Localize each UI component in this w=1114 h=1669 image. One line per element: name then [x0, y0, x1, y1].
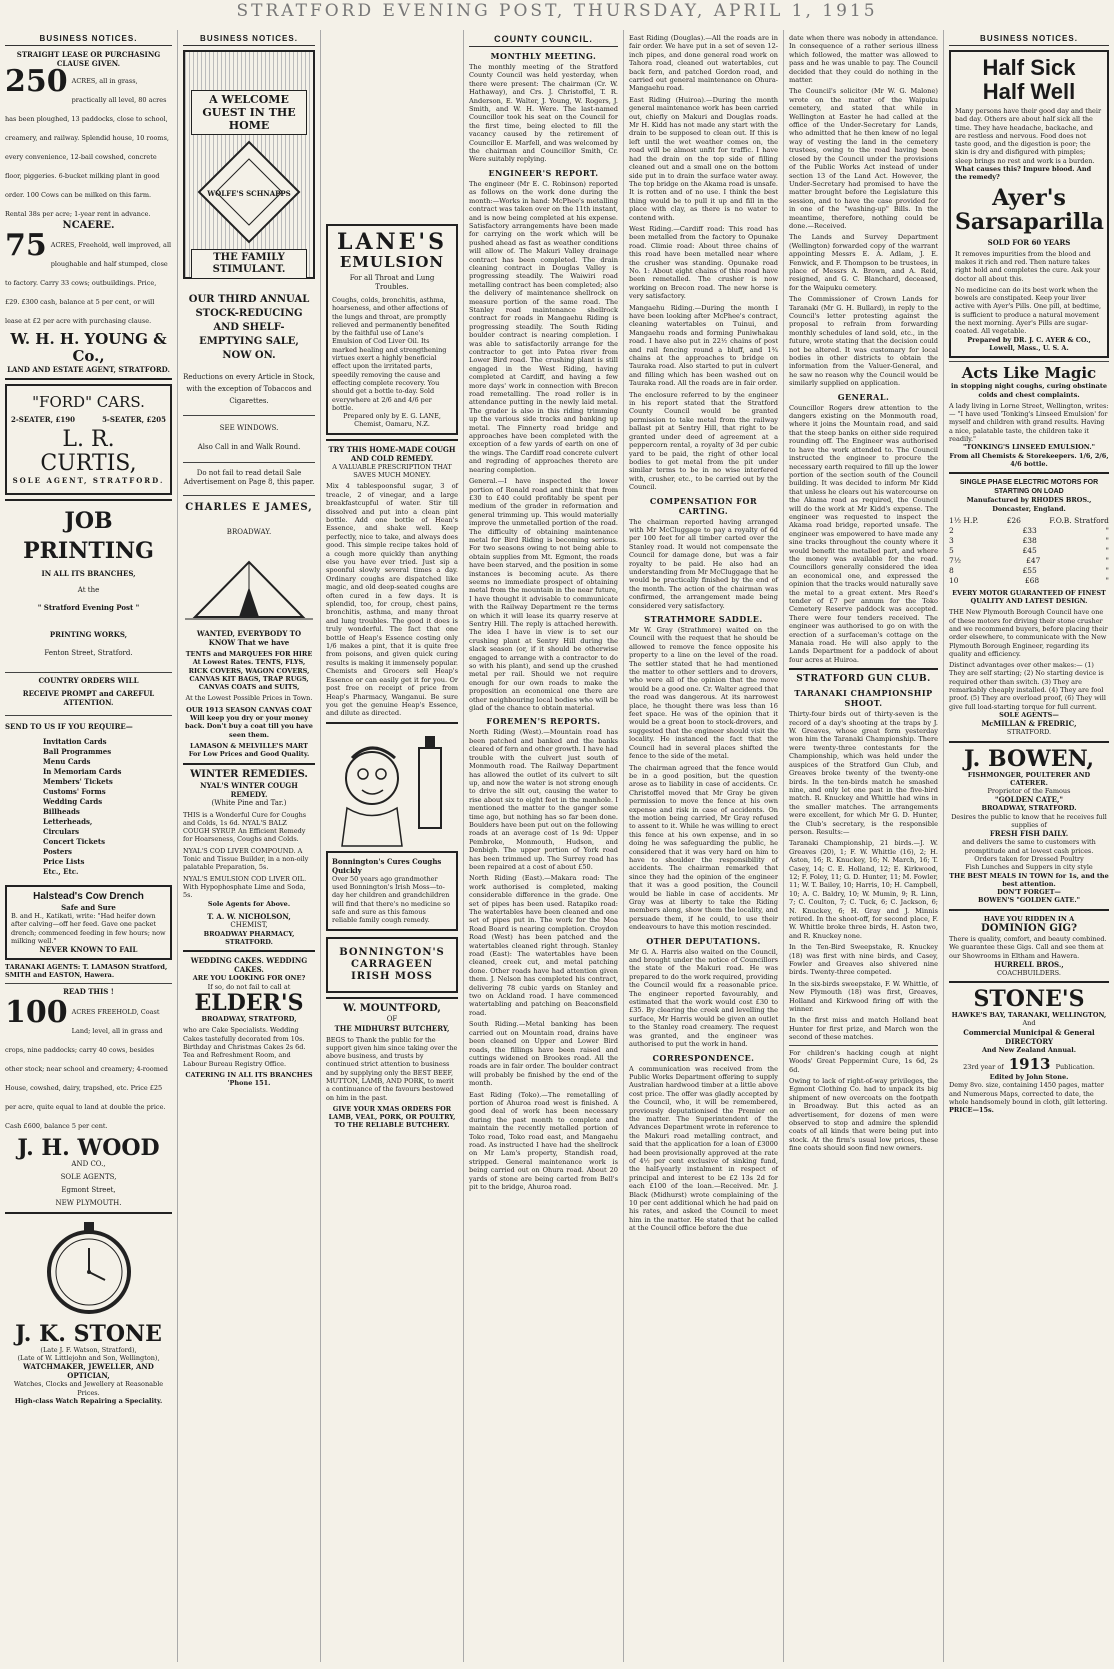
article-paragraph: South Riding.—Metal banking has been carried out on Mountain road, drains have been cleaned on Upper and Lower Bird roads, the fillings have been raised and cuttings widened on Brookes road. All the roads are in fair order. The boulder contract will probably be finished by the end of the month.	[469, 1020, 618, 1088]
country-orders: COUNTRY ORDERS WILL	[38, 676, 139, 685]
motor-text: THE New Plymouth Borough Council have one of these motors for driving their stone crusher and we recommend buyers, before placing their order elsewhere, to communicate with the New Plymouth Borough Engineer, regarding its quality and efficiency.	[949, 608, 1108, 658]
elder-addr: BROADWAY, STRATFORD,	[201, 1015, 297, 1024]
stone-name: J. K. STONE	[15, 1320, 162, 1347]
try-heading: TRY THIS HOME-MADE COUGH AND COLD REMEDY.	[328, 444, 456, 463]
stone-late: (Late J. F. Watson, Stratford),	[40, 1345, 137, 1354]
article-subheading: GENERAL.	[837, 391, 890, 402]
wolfe-bottom: THE FAMILY STIMULANT.	[191, 249, 307, 279]
bonnington-man-illustration	[327, 728, 457, 848]
list-item: Customs' Forms	[43, 787, 106, 796]
job-street: Fenton Street, Stratford.	[44, 649, 133, 657]
table-row: 10 £68 "	[949, 575, 1109, 585]
article-paragraph: A communication was received from the Public Works Department offering to supply Australian hardwood timber at a little above cost price. The offer was gladly accepted by the Council, who, it will be remembered, previously deputationised the Premier on the matter. The Superintendent of the Advances Department wrote in reference to the Makuri road metalling contract, and said that the application for a loan of £3000 had been provisionally approved at the rate of 4½ per cent exclusive of sinking fund, the half-yearly instalment in respect of principal and interest to be £2 13s 2d for each £100 of the loan.—Received. Mr. J. Black (Midhurst) wrote complaining of the 10 per cent additional which he had paid on his rates, and asked the Council to meet him in the matter. He stated that he called at the Council office before the due	[629, 1064, 778, 1233]
tents-heading: WANTED, EVERYBODY TO KNOW That we have	[196, 629, 302, 647]
motor-maker: Manufactured by RHODES BROS., Doncaster, England.	[966, 496, 1092, 513]
printing-list	[5, 737, 172, 877]
elder-catering: CATERING IN ALL ITS BRANCHES 'Phone 151.	[185, 1070, 313, 1088]
column-3	[321, 30, 464, 1662]
ayer-prep: Prepared by DR. J. C. AYER & CO., Lowell, Mass., U. S. A.	[967, 335, 1091, 352]
article-paragraph: West Riding.—Cardiff road: This road has been metalled from the factory to Opunake road. Climie road: About three chains of this road have been metalled near where the crusher was standing. Opunake road No. 1: About eight chains of this road have been remetalled. The crusher is now working on Brecon road. The new horse is very satisfactory.	[629, 224, 778, 301]
ford-title: "FORD" CARS.	[32, 393, 145, 411]
column-7	[944, 30, 1114, 1662]
tents-low: At the Lowest Possible Prices in Town.	[185, 694, 313, 703]
column-1	[0, 30, 178, 1662]
table-row: 2 £33 "	[949, 525, 1109, 535]
mountford-of: OF	[386, 1014, 398, 1023]
lease-number: 250	[5, 68, 68, 99]
stone-text: Demy 8vo. size, containing 1450 pages, matter and Numerous Maps, corrected to date, the whole handsomely bound in cloth, gilt lettering.	[949, 1081, 1108, 1106]
gig-text: There is quality, comfort, and beauty combined. We guarantee these Gigs. Call and see them at our Showrooms in Eltham and Hawera.	[949, 935, 1107, 960]
wolfe-brand: WOLFE'S SCHNAPPS	[207, 189, 291, 198]
bonnington-ad	[326, 851, 458, 931]
motor-sole: SOLE AGENTS—	[999, 710, 1059, 719]
article-paragraph: Councillor Rogers drew attention to the dangers existing on the Monmouth road, where it joins the Mountain road, and said that the steep banks on either side required rounding off. The Engineer was authorised to have the work attended to. The Council instructed the engineer to procure the necessary earth required to fill up the lower portion of the section south of the Council building. It was decided to inform Mr Kidd that unless he clears out his watercourse on the Akama road as required, the Council will do the work at Mr Kidd's expense. The engineer was requested to inspect the Akama road bridge, reported unsafe. The engineer was empowered to have made any sine tracks throughout the county where it would benefit the metalled part, and where the money was available for the road. Councillors generally considered the idea an economical one, and expressed the opinion that the tracks would naturally save the metal to a great extent. Mrs Reed's tender of £7 per annum for the Toko Cemetery Reserve paddock was accepted. There were four tenders received. The engineer was authorised to go on with the erection of a surfaceman's cottage on the Manaia road. He will also apply to the Lands Department for a paddock of about four acres at Huiroa.	[789, 403, 938, 664]
lanes-prep: Prepared only by E. G. LANE, Chemist, Oamaru, N.Z.	[343, 412, 441, 429]
wood-name: J. H. WOOD	[17, 1134, 160, 1161]
bowen-name: J. BOWEN,	[963, 745, 1095, 772]
lanes-ad	[326, 224, 458, 435]
article-paragraph: North Riding (West).—Mountain road has been patched and banked and the banks cleared of fern and other growth. I have had trouble with the culvert just south of Monmouth road. The Railway Department has allowed the outlet of its culvert to silt up, and now the water is not strong enough to drive the silt out, causing the water to rise about six to eight feet in the manhole. I mentioned the matter to the ganger some time ago, but nothing has so far been done. Boulders have been put out on the following roads at an average cost of 1s 9d: Upper Pembroke, Monmouth, Hudson, and Denbigh. The upper portion of York road has been trimmed up. The Surrey road has been repaired at a cost of about £50.	[469, 728, 618, 871]
nicholson-pharmacy: BROADWAY PHARMACY, STRATFORD.	[203, 929, 295, 947]
article-paragraph: In the Ten-Bird Sweepstake, R. Knuckey (18) was first with nine birds, and Casey, Fowler and Greaves also shivered nine birds. Twenty-three competed.	[789, 943, 938, 977]
list-item: Billheads	[43, 807, 80, 816]
hurrell-trade: COACHBUILDERS.	[997, 968, 1061, 977]
bowen-meals: THE BEST MEALS IN TOWN for 1s, and the best attention.	[949, 871, 1109, 888]
winter-pine: (White Pine and Tar.)	[211, 798, 287, 807]
article-paragraph: The enclosure referred to by the engineer in his report stated that the Stratford County Council would be granted permission to take metal from the railway ballast pit at Sentry Hill, that right to be granted under deed of agreement at a peppercorn rental, a royalty of 3d per cubic yard to be paid, the right of other local bodies to get metal from the pit under similar terms to be in no wise interfered with, crusher, etc., to be carried out by the Council.	[629, 390, 778, 492]
ayer-title-1: Half Sick	[982, 55, 1076, 80]
drench-fail: NEVER KNOWN TO FAIL	[39, 945, 138, 955]
article-paragraph: General.—I have inspected the lower portion of Ronald road and think that from £30 to £40 could profitably be spent per medium of the grader in reformation and general trimming up. This would materially improve the unmetalled portion of the road. The difficulty of obtaining maintenance metal for Bird Riding is becoming serious. For two seasons owing to not being able to obtain supplies from Mt. Egmont, the roads have been starved, and the position in some instances is becoming acute. As there seems no immediate prospect of obtaining metal from the mountain in the near future, I have thought it advisable to communicate with the Railway Department re the terms on which it will lease its quarry reserve at Sentry Hill. The reply is attached herewith. The idea I have in view is to set our crushing plant at Sentry Hill during the slack season (or, if it should be otherwise engaged to arrange with a contractor to do so with his plant), and send up the crushed metal per rail. Should we not require enough for our own roads to make the proposition an economical one there are other neighbouring local bodies who will be glad of the chance to obtain material.	[469, 477, 618, 713]
article-paragraph: Taranaki Championship, 21 birds.—J. W. Greaves (20), 1; F. W. Whittle (16), 2; H. Aston, 16; R. Knuckey, 16; N. March, 16; T. Casey, 14; C. E. Holland, 12; E. Kirkwood, 12; F. Foley, 11; G. D. Hunter, 11; M. Fowler, 11; W. T. Bailey, 10; Harris, 10; H. Campbell, 10; A. C. Baldry, 10; W. Mumin, 9; R. Linn, 7; C. Coulton, 7; C. Tuck, 6; C. Jackson, 6; N. Knuckey, 6; H. Gray and J. Minnis retired. In the shoot-off, for second place, F. W. Whittle broke three birds, H. Aston two, and R. Knuckey none.	[789, 839, 938, 940]
article-subheading: ENGINEER'S REPORT.	[488, 167, 599, 178]
magic-text: A lady living in Lorne Street, Wellington, writes:— "I have used 'Tonking's Linseed Emulsion' for myself and children with grand results. Having a nice, palatable taste, the children take it readily."	[949, 401, 1109, 444]
article-paragraph: The Commissioner of Crown Lands for Taranaki (Mr G. H. Bullard), in reply to the Council's letter protesting against the proposal to refrain from forwarding monthly schedules of land sold, etc., in the future, wrote stating that the decision could not be altered. It was customary for local bodies in other districts to obtain the information from the Valuer-General, and he saw no reason why the Council would be similarly supplied on application.	[789, 295, 938, 388]
article-paragraph: East Riding (Toko).—The remetalling of portion of Ahuroa road west is finished. A good deal of work has been necessary during the past month to complete and maintain the recently metalled portion of Toko road, Toko road east, and Mangaehu road. As instructed I have had the shellrock on Mr Lam's property, Standish road, stripped. General maintenance work is being carried out on Ohura road. About 20 yards of stone are being carted from Bell's pit to the bridge, Ahuroa road.	[469, 1090, 618, 1191]
magic-price: From all Chemists & Storekeepers. 1/6, 2/6, 4/6 bottle.	[949, 451, 1109, 468]
drench-text: B. and H., Katikati, write: "Had heifer down after calving—off her feed. Gave one packet drench; commenced feeding in few hours; now milking well."	[11, 912, 166, 945]
list-item: Posters	[43, 847, 73, 856]
bonnington-heading: Bonnington's Cures Coughs Quickly	[332, 856, 442, 875]
lanes-text: Coughs, colds, bronchitis, asthma, hoarseness, and other affections of the lungs and throat, are promptly relieved and permanently benefited by the faithful use of Lane's Emulsion of Cod Liver Oil. Its marked healing and strengthening virtues exert a highly beneficial effect upon the irritated parts, speedily removing the cause and effecting complete recovery. You should get a bottle to-day. Sold everywhere at 2/6 and 4/6 per bottle.	[332, 296, 450, 412]
sale-heading: OUR THIRD ANNUAL STOCK-REDUCING AND SHELF-EMPTYING SALE, NOW ON.	[188, 294, 310, 361]
list-item: In Memoriam Cards	[43, 767, 122, 776]
stone-place: HAWKE'S BAY, TARANAKI, WELLINGTON,	[951, 1011, 1107, 1020]
masthead: STRATFORD EVENING POST, THURSDAY, APRIL 1, 1915	[236, 1, 878, 21]
bowen-prop: Proprietor of the Famous	[987, 787, 1071, 796]
article-subheading: MONTHLY MEETING.	[490, 51, 597, 61]
lanes-emulsion: EMULSION	[339, 253, 445, 271]
article-paragraph: The Lands and Survey Department (Wellington) forwarded copy of the warrant appointing Messrs E. A. Adlam, J. E. Fenwick, and F. Thompson to be trustees, in place of Messrs A. Brown, and A. Reid, resigned, and G. C. Blanchard, deceased, for the Waipuku cemetery.	[789, 233, 938, 292]
gun-club-heading: STRATFORD GUN CLUB.	[796, 674, 931, 685]
acres-number: 100	[5, 998, 68, 1030]
bowen-gate: BOWEN'S "GOLDEN GATE."	[977, 896, 1081, 905]
gig-heading: HAVE YOU RIDDEN IN A	[983, 914, 1075, 923]
article-paragraph: For children's hacking cough at night Woods' Great Peppermint Cure, 1s 6d, 2s 6d.	[789, 1048, 938, 1074]
section-heading: BUSINESS NOTICES.	[183, 34, 315, 46]
list-item: Concert Tickets	[43, 837, 106, 846]
acres-ad	[5, 999, 172, 1132]
ford-sub: SOLE AGENT, STRATFORD.	[12, 476, 165, 485]
column-5	[624, 30, 784, 1662]
send-heading: SEND TO US IF YOU REQUIRE—	[5, 722, 133, 731]
article-subheading: STRATHMORE SADDLE.	[644, 614, 763, 624]
stone-pub: Publication.	[1055, 1063, 1095, 1072]
drench-title: Halstead's Cow Drench	[33, 891, 144, 902]
job-works: PRINTING WORKS,	[49, 630, 128, 639]
article-paragraph: The chairman reported having arranged with Mr McCluggage to pay a royalty of 6d per 100 feet for all timber carted over the Stanley road. It would not compensate the Council for damage done, but was a fair royalty to be paid. He also had an understanding from Mr McCluggage that he would be practically finished by the end of the month. The action of the chairman was confirmed, the arrangement made being considered very satisfactory.	[629, 517, 778, 610]
ayer-note: No medicine can do its best work when the bowels are constipated. Keep your liver active with Ayer's Pills. One pill, at bedtime, is sufficient to produce a natural movement the next morning. Ayer's Pills are sugar-coated. All vegetable.	[955, 285, 1102, 336]
ford-name: L. R. CURTIS,	[40, 427, 137, 476]
mcmillan-town: STRATFORD.	[1006, 728, 1052, 737]
young-name: W. H. H. YOUNG & Co.,	[10, 330, 167, 365]
drench-sub: Safe and Sure	[61, 903, 116, 912]
stone-price: PRICE—15s.	[949, 1106, 994, 1115]
bowen-forget: DON'T FORGET—	[997, 888, 1061, 897]
lamason-mart: LAMASON & MELVILLE'S MART For Low Prices and Good Quality.	[188, 741, 310, 759]
bowen-text2: and delivers the same to customers with promptitude and at lowest cash prices.	[962, 838, 1096, 855]
list-item: Menu Cards	[43, 757, 91, 766]
article-paragraph: The chairman agreed that the fence would be in a good position, but the question arose as to liability in case of accidents. Cr. Christoffel moved that Mr Gray be given permission to move the fence at his own expense and risk in case of accidents. On the motion being carried, Mr Gray refused to assent to it. While he was willing to erect this fence at his own expense, and in so doing he was safeguarding the public, he considered that it was very hard on him to have to shoulder the responsibility of accidents. The chairman remarked that since they had the opinion of the engineer that it was a good position, the Council would be liable in case of accidents. Mr Gray was at liberty to take the Riding members along, show them the locality, and persuade them, if he could, to use their endeavours to have this motion rescinded.	[629, 763, 778, 932]
winter-liver: NYAL'S COD LIVER COMPOUND. A Tonic and Tissue Builder, in a non-oily palatable Preparation, 5s.	[183, 846, 309, 872]
article-heading: COUNTY COUNCIL.	[469, 34, 618, 47]
acres-text: ACRES FREEHOLD, Coast Land; level, all in grass and crops, nine paddocks; carry 40 cows, besides other stock; near school and creamery; 4-roomed House, cowshed, dairy, trapshed, etc. Price £25 per acre, quite equal to land at double the price. Cash £600, balance 5 per cent.	[5, 1007, 168, 1130]
bowen-fish2: Fish Lunches and Suppers in city style	[965, 863, 1093, 872]
country-attention: RECEIVE PROMPT and CAREFUL ATTENTION.	[22, 689, 155, 707]
magic-title: Acts Like Magic	[961, 364, 1097, 383]
stone-year: 23rd year of	[963, 1063, 1004, 1072]
magic-brand: "TONKING'S LINSEED EMULSION."	[963, 443, 1095, 452]
nicholson-chemist: CHEMIST,	[230, 920, 268, 929]
list-item: Letterheads,	[43, 817, 93, 826]
try-text: Mix 4 tablespoonsful sugar, 3 of treacle, 2 of vinegar, and a large breakfastcupful of water. Stir till dissolved and put into a clean pint bottle. Add one bottle of Hean's Essence, and shake well. Keep perfectly, nice to take, and always does good. This simple recipe takes hold of a cough more quickly than anything else you have ever tried. Just sip a spoonful slowly several times a day. Ordinary coughs are dispatched like magic, and old deep-seated coughs are often cured in a few days. It is splendid, too, for croup, chest pains, bronchitis, asthma, and many throat and lung troubles. The good it does is truly wonderful. The fact that one bottle of Heap's Essence costing only 1/6 makes a pint, that it is quite free from poisons, and given quick curing results is making it immensely popular. Chemists and Grocers sell Heap's Essence or can easily get it for you. Or post free on receipt of price from Heap's Pharmacy, Wanganui. Be sure you get the genuine Heap's Essence, and dilute as directed.	[326, 482, 458, 718]
ayer-title-2: Half Well	[982, 79, 1076, 104]
job-heading: JOB	[64, 508, 113, 534]
list-item: Circulars	[43, 827, 80, 836]
winter-sole: Sole Agents for Above.	[207, 899, 291, 908]
wedding-call: If so, do not fail to call at	[207, 982, 291, 991]
winter-heading: WINTER REMEDIES.	[190, 768, 308, 780]
printing-heading: PRINTING	[23, 538, 154, 564]
article-paragraph: Owing to lack of right-of-way privileges, the Egmont Clothing Co. had to unpack its big shipment of new overcoats on the footpath in Broadway. But this acted as an advertisement, for dozens of men were observed to stop and admire the splendid coats of all kinds that were being put into stock. At the firm's usual low prices, these fine coats should soon find new owners.	[789, 1076, 938, 1153]
article-paragraph: Mr G. A. Harris also waited on the Council, and brought under the notice of Councillors the state of the Makuri road. He was prepared to do the work required, providing the Council would fix a reasonable price. The engineer reported favourably, and estimated that the work would cost £30 to £35. By clearing the creek and levelling the surface, Mr Harris would be given an outlet to the Stanley road creamery. The request was granted, and the engineer was authorised to put the work in hand.	[629, 947, 778, 1049]
sale-reductions: Reductions on every Article in Stock, with the exception of Tobaccos and Cigarettes.	[183, 373, 315, 405]
table-row: 1½ H.P. £26 F.O.B. Stratford	[949, 515, 1109, 525]
freehold-text: ACRES, Freehold, well improved, all ploughable and half stumped, close to factory. Carry 33 cows; outbuildings. Price, £29. £300 cash, balance at 5 per cent, or will lease at £2 per acre with purchasing clause.	[5, 241, 172, 325]
wedding-heading: WEDDING CAKES. WEDDING CAKES.	[190, 956, 308, 975]
watch-illustration	[39, 1218, 139, 1318]
table-row: 8 £55 "	[949, 565, 1109, 575]
mcmillan-name: McMILLAN & FREDRIC,	[981, 719, 1077, 729]
article-subheading: OTHER DEPUTATIONS.	[646, 935, 761, 946]
wood-agents: SOLE AGENTS,	[60, 1172, 117, 1181]
ford-2seater: 2-SEATER, £190	[11, 415, 75, 424]
job-printing-ad	[5, 509, 172, 658]
list-item: Members' Tickets	[43, 777, 113, 786]
column-4	[464, 30, 624, 1662]
lease-text: ACRES, all in grass, practically all level, 80 acres has been ploughed, 13 paddocks, close to school, creamery, and railway. Splendid house, 10 rooms, every convenience, 12-bail cowshed, concrete floor, piggeries. 6-bucket milking plant in good order. 100 Cows can be milked on this farm. Rental 38s per acre; 1-year rent in advance.	[5, 77, 169, 218]
ford-5seater: 5-SEATER, £205	[102, 415, 166, 424]
motor-advantages: Distinct advantages over other makes:— (1) They are self starting; (2) No starting device is required other than switch. (3) They are remarkably cheaply installed. (4) They are fool proof. (5) They are overload proof, (6) They will give full load-starting torque for full current.	[949, 661, 1106, 711]
magic-sub: in stopping night coughs, curing obstinate colds and chest complaints.	[951, 382, 1107, 399]
wood-town: NEW PLYMOUTH.	[55, 1198, 122, 1207]
tent-illustration	[185, 547, 313, 627]
section-heading: BUSINESS NOTICES.	[5, 34, 172, 46]
article-paragraph: The Council's solicitor (Mr W. G. Malone) wrote on the matter of the Waipuku cemetery, and stated that while in Wellington at Easter he had called at the office of the Under-Secretary for Lands, who admitted that he then knew of no legal way of vesting the land in the cemetery trustees, owing to the road having been closed by the Council under the provisions of the Public Works Act instead of under section 13 of the Land Act. However, the Under-Secretary had promised to have the matter brought before the Legislature this session, and to have the case provided for in one of the "washing-up" Bills. In the meantime, therefore, nothing could be done.—Received.	[789, 87, 938, 230]
sale-walk: Also Call in and Walk Round.	[197, 443, 301, 451]
ayer-text: Many persons have their good day and their bad day. Others are about half sick all the time. They have headache, backache, and are restless and nervous. Food does not taste good, and the digestion is poor; the skin is dry and disfigured with pimples; sleep brings no rest and work is a burden.	[955, 107, 1102, 165]
article-paragraph: North Riding (East).—Makara road: The work authorised is completed, making considerable difference in the grade. One set of pipes has been used. Ratapiko road: The watertables have been cleaned and one set of pipes put in. The work for the Moa Road Board is nearing completion. Croydon Road (West) has been patched and the watertables cleaned right through. Stanley road (East): The watertables have been cleaned, creek cut, and metal patching done. Other roads have had attention given them. J. Nelson has completed his contract, delivering 78 cubic yards on Stanley and two on Ackland road. I have commenced watertabling and patching on Beaconsfield road.	[469, 874, 618, 1017]
stone-late2: (Late of W. Littlejohn and Son, Wellington),	[17, 1354, 160, 1363]
lease-heading: STRAIGHT LEASE OR PURCHASING CLAUSE GIVEN.	[16, 50, 161, 68]
article-paragraph: The engineer (Mr E. C. Robinson) reported as follows on the work done during the month:—Works in hand: McPhee's metalling contract was taken over on the 11th instant, and is now being completed at his expense. Satisfactory arrangements have been made for carrying on the work which will be pushed ahead as fast as weather conditions will allow of. The Makuri Valley drainage contract has been completed. The drain cleaning contract in Douglas Valley is progressing steadily. The Waiwiri road metalling contract has been completed; also the delivery of maintenance shellrock on measure portion of the same road. The Stanley road maintenance shellrock contract for roads in Mangaehu Riding is progressing steadily. The South Riding boulder contract is nearing completion. I was able to satisfactorily arrange for the contractor to get into Patea river from Lower Bird road. The crushing plant is still engaged in the West Riding, having completed at Cardiff, and having a few more days' work in connection with Brecon road remetalling. The road roller is in attendance putting in the newly laid metal. The grader is also in this riding trimming up the various side tracks and banking up metal. The Finnerty road bridge and approaches have been completed with the exception of a few yards of earth on one of the wings. The Cardiff road concrete culvert and regrading of approaches thereto are nearing completion.	[469, 179, 618, 474]
butcher-name: THE MIDHURST BUTCHERY,	[334, 1023, 450, 1033]
wedding-looking: ARE YOU LOOKING FOR ONE?	[192, 974, 306, 983]
sale-detail: Do not fail to read detail Sale Advertisement on Page 8, this paper.	[183, 469, 315, 486]
list-item: Invitation Cards	[43, 737, 107, 746]
stone-directory: Commercial Municipal & General DIRECTORY	[963, 1027, 1095, 1046]
article-paragraph: In the first miss and match Holland beat Hunter for first prize, and March won the second of these matches.	[789, 1016, 938, 1042]
article-subheading: COMPENSATION FOR CARTING.	[649, 495, 758, 516]
wolfe-ad	[183, 50, 315, 279]
stone-nz: And New Zealand Annual.	[982, 1045, 1076, 1054]
elder-name: ELDER'S	[194, 990, 304, 1017]
read-this: READ THIS !	[63, 986, 114, 996]
tents-text: TENTS and MARQUEES FOR HIRE At Lowest Rates. TENTS, FLYS, RICK COVERS, WAGON COVERS, CANVAS KIT BAGS, TRAP RUGS, CANVAS COATS and SUITS,	[185, 650, 313, 692]
lanes-title: LANE'S	[336, 229, 448, 255]
bowen-orders: Orders taken for Dressed Poultry	[974, 854, 1084, 863]
nicholson-name: T. A. W. NICHOLSON,	[207, 911, 291, 921]
winter-text: THIS is a Wonderful Cure for Coughs and Colds, 1s 6d. NYAL'S BALZ COUGH SYRUP. An Efficient Remedy for Hoarseness, Coughs and Colds.	[183, 810, 307, 844]
bowen-addr: BROADWAY, STRATFORD.	[981, 804, 1077, 813]
stone-1913: 1913	[1008, 1055, 1051, 1074]
ayer-ad	[949, 50, 1109, 358]
ayer-text2: It removes impurities from the blood and makes it rich and red. Then nature takes right hold and completes the cure. Ask your doctor all about this.	[955, 249, 1101, 283]
ayer-brand: Ayer's Sarsaparilla	[955, 184, 1104, 235]
bowen-cafe: "GOLDEN CATE,"	[994, 795, 1064, 805]
sale-windows: SEE WINDOWS.	[219, 424, 279, 432]
stone-year-line	[949, 1054, 1109, 1073]
james-name: CHARLES E JAMES,	[185, 502, 313, 513]
bowen-text: Desires the public to know that he receives full supplies of	[951, 812, 1107, 830]
table-row: 3 £38 "	[949, 535, 1109, 545]
freehold-number: 75	[5, 232, 47, 263]
butcher-xmas: GIVE YOUR XMAS ORDERS FOR LAMB, VEAL, PORK, OR POULTRY, TO THE RELIABLE BUTCHERY.	[328, 1104, 456, 1130]
article-paragraph: Thirty-four birds out of thirty-seven is the record of a day's shooting at the traps by J. W. Greaves, whose great form yesterday won him the Taranaki Championship. There were twenty-three contestants for the Championship, which was held under the auspices of the Stratford Gun Club, and Greaves broke twenty of the twenty-one birds. In the ten-birds match he smashed nine, and only let one past in the five-bird match. R. Knuckey and Whittle had wins in the smaller matches. The arrangements were excellent, for which Mr G. D. Hunter, the Club's secretary, is the responsible person. Results:—	[789, 710, 938, 836]
article-paragraph: East Riding (Huiroa).—During the month general maintenance work has been carried out, chiefly on Makuri and Douglas roads. Mr H. Kidd has not made any start with the drain to be supposed to clean out. If this is left until the wet weather comes on, the road will be almost unfit for traffic. I have had the drain on the top side of filling cleaned out and a small one on the bottom side put in to drain the surface water away. The top bridge on the Akama road is unsafe. It is rotten and of no use. I think the best thing would be to pull it up and fill in the place with clay, as there is no water to contend with.	[629, 95, 778, 222]
freehold-ad	[5, 232, 172, 327]
column-6	[784, 30, 944, 1662]
stone-trade: WATCHMAKER, JEWELLER, AND OPTICIAN,	[23, 1362, 154, 1381]
wood-street: Egmont Street,	[61, 1185, 116, 1194]
elder-list: who are Cake Specialists. Wedding Cakes tastefully decorated from 10s. Birthday and Christmas Cakes 2s 6d. Tea and Refreshment Room, and Labour Bureau Registry Office.	[183, 1026, 306, 1068]
ayer-sold: SOLD FOR 60 YEARS	[987, 237, 1071, 247]
bowen-trade: FISHMONGER, POULTERER AND CATERER.	[967, 770, 1091, 787]
motor-price-table	[949, 516, 1109, 586]
young-sub: LAND AND ESTATE AGENT, STRATFORD.	[7, 365, 170, 374]
canvas-coat: OUR 1913 SEASON CANVAS COAT Will keep you dry or your money back. Don't buy a coat till you have seen them.	[185, 705, 313, 739]
winter-emulsion: NYAL'S EMULSION COD LIVER OIL. With Hypophosphate Lime and Soda, 5s.	[183, 874, 307, 900]
wolfe-top: A WELCOME GUEST IN THE HOME	[191, 90, 307, 135]
article-paragraph: The monthly meeting of the Stratford County Council was held yesterday, when there were present: The chairman (Cr. W. Hathaway), and Crs. J. Christoffel, T. R. Anderson, E. Walter, J. Young, W. Rogers, J. Smith, and W. H. Were. The last-named Councillor took his seat on the Council for the first time, being elected to fill the vacancy caused by the retirement of Councillor E. Marfell, and was welcomed by the chairman and Councillor Smith, Cr. Were suitably replying.	[469, 63, 618, 164]
article-paragraph: In the six-birds sweepstake, F. W. Whittle, of New Plymouth (18) was first, Greaves, Holland and Kirkwood firing off with the winner.	[789, 979, 938, 1014]
hurrell-name: HURRELL BROS.,	[994, 959, 1064, 969]
winter-sub: NYAL'S WINTER COUGH REMEDY.	[200, 780, 298, 799]
gig-title: DOMINION GIG?	[981, 923, 1077, 934]
article-subheading: CORRESPONDENCE.	[652, 1052, 755, 1063]
article-paragraph: East Riding (Douglas).—All the roads are in fair order. We have put in a set of seven 12-inch pipes, and done general road work on Tahora road, cleaned out watertables, cut back fern, and patched Gordon road, and carried out general maintenance on Ohura-Mangaehu road.	[629, 34, 778, 93]
job-at: At the	[77, 586, 100, 594]
motor-heading: SINGLE PHASE ELECTRIC MOTORS FOR STARTING ON LOAD	[959, 479, 1099, 496]
article-subheading: FOREMEN'S REPORTS.	[486, 716, 601, 727]
list-item: Wedding Cards	[43, 797, 103, 806]
gun-club-subheading: TARANAKI CHAMPIONSHIP SHOOT.	[794, 688, 933, 709]
motor-guarantee: EVERY MOTOR GUARANTEED OF FINEST QUALITY AND LATEST DESIGN.	[952, 588, 1106, 606]
drench-agents: TARANAKI AGENTS: T. LAMASON Stratford, SMITH and EASTON, Hawera.	[5, 963, 168, 980]
lanes-sub: For all Throat and Lung Troubles.	[349, 274, 435, 291]
ncaere-heading: NCAERE.	[62, 220, 115, 231]
try-sub: A VALUABLE PRESCRIPTION THAT SAVES MUCH MONEY.	[332, 462, 452, 480]
article-paragraph: Mr W. Gray (Strathmore) waited on the Council with the request that he should be allowed to remove the fence opposite his property to a line on the level of the road. The settler stated that he had mentioned the matter to other settlers and to drovers, who were all of the opinion that the move would be a good one. Cr. Walter agreed that the road was dangerous. At its narrowest place, he thought there was less than 16 feet space. He was of the opinion that it would be a great boon to stock-drovers, and suggested that the engineer should visit the locality. He instanced the fact that the Council had in several places shifted the fence to the side of the metal.	[629, 626, 778, 761]
bonnington-brand: BONNINGTON'S CARRAGEEN IRISH MOSS	[339, 946, 445, 982]
stone-title: STONE'S	[973, 986, 1085, 1013]
james-broadway: BROADWAY.	[226, 528, 272, 536]
lease-ad	[5, 68, 172, 220]
stone-editor: Edited by John Stone.	[989, 1073, 1069, 1082]
table-row: 7½ £47 "	[949, 555, 1109, 565]
table-row: 5 £45 "	[949, 545, 1109, 555]
ford-ad	[5, 384, 172, 495]
list-item: Ball Programmes	[43, 747, 112, 756]
ayer-question: What causes this? Impure blood. And the remedy?	[955, 165, 1092, 182]
wood-sub: AND CO.,	[71, 1159, 106, 1168]
section-heading: BUSINESS NOTICES.	[949, 34, 1109, 46]
list-item: Price Lists	[43, 857, 85, 866]
bonnington-text: Over 50 years ago grandmother used Bonnington's Irish Moss—to-day her children and grandchildren will find that there's no medicine so safe and sure as this famous reliable family cough remedy.	[332, 874, 451, 925]
job-paper: " Stratford Evening Post "	[37, 603, 140, 612]
stone-goods: Watches, Clocks and Jewellery at Reasonable Prices.	[13, 1380, 164, 1397]
bowen-fish: FRESH FISH DAILY.	[989, 829, 1069, 839]
butcher-text: BEGS to Thank the public for the support given him since taking over the above business, and trusts by continued strict attention to business and by supplying only the BEST BEEF, MUTTON, LAMB, AND PORK, to merit a continuance of the favours bestowed on him in the past.	[326, 1035, 458, 1102]
drench-ad	[5, 885, 172, 960]
article-paragraph: Mangaehu Riding.—During the month I have been looking after McPhee's contract, cleaning watertables on Tuinui, and Mangaehu roads and forming Puniwhakau road. I have also put in 22½ chains of post and rail fencing round a bluff, and 1¾ chains at the approaches to bridge on Tauraka road. Also started to put in culvert and filling which has been washed out on Tauraka road. All the roads are in fair order.	[629, 303, 778, 388]
list-item: Etc., Etc.	[43, 867, 79, 876]
job-branches: IN ALL ITS BRANCHES,	[41, 569, 136, 578]
article-paragraph: date when there was nobody in attendance. In consequence of a rather serious illness which followed, the matter was allowed to pass and he was unable to pay. The Council decided that they could do nothing in the matter.	[789, 34, 938, 85]
column-2	[178, 30, 321, 1662]
stone-spec: High-class Watch Repairing a Speciality.	[14, 1396, 163, 1405]
stone-and: And	[1022, 1019, 1036, 1028]
bonnington-brand-box	[326, 937, 458, 993]
mountford-name: W. MOUNTFORD,	[343, 1002, 441, 1014]
